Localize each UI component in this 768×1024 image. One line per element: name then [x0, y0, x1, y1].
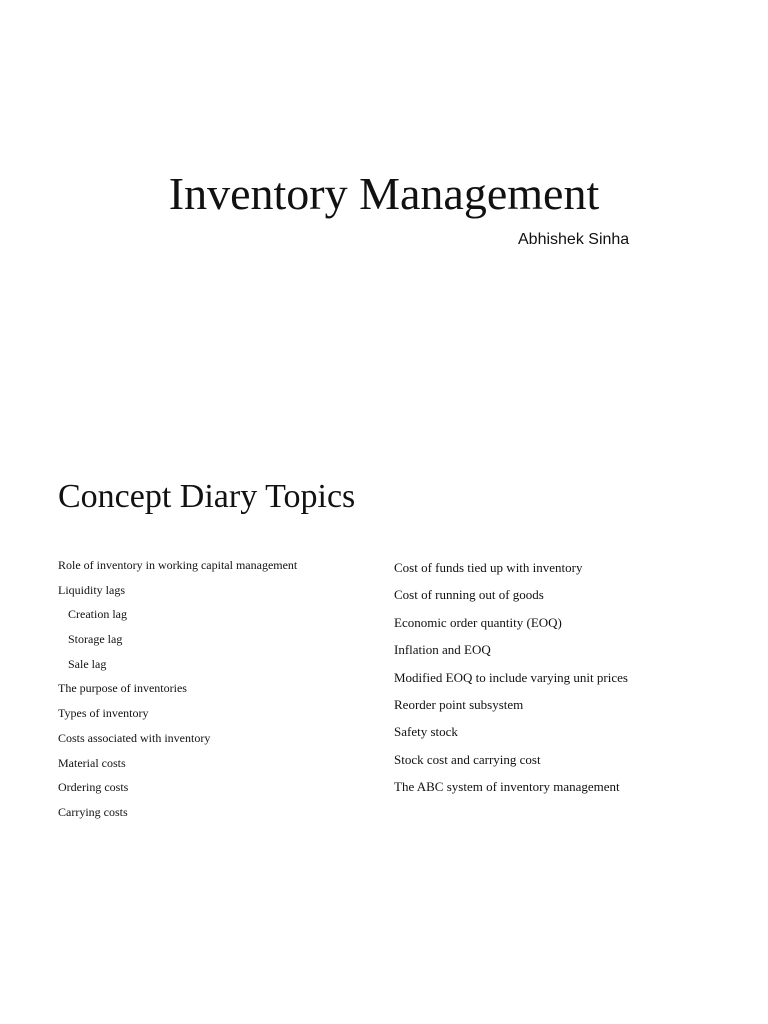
- list-item: Reorder point subsystem: [394, 696, 524, 712]
- author-name: Abhishek Sinha: [518, 231, 630, 248]
- list-item: The ABC system of inventory management: [394, 779, 620, 795]
- right-topic-list: [394, 559, 754, 806]
- list-item: Material costs: [58, 755, 126, 770]
- list-item: Storage lag: [68, 632, 123, 647]
- list-item: Creation lag: [68, 607, 127, 622]
- list-item: Carrying costs: [58, 804, 128, 819]
- list-item: Costs associated with inventory: [58, 730, 211, 745]
- list-item: Types of inventory: [58, 706, 149, 721]
- list-item: Sale lag: [68, 656, 107, 671]
- list-item: Modified EOQ to include varying unit prices: [394, 669, 628, 685]
- left-topic-list: [58, 557, 378, 829]
- list-item: Cost of running out of goods: [394, 587, 544, 603]
- concept-diary-heading: Concept Diary Topics: [58, 478, 356, 515]
- list-item: Inflation and EOQ: [394, 642, 491, 658]
- list-item: The purpose of inventories: [58, 681, 187, 696]
- list-item: Role of inventory in working capital management: [58, 558, 298, 572]
- list-item: Ordering costs: [58, 780, 129, 795]
- list-item: Cost of funds tied up with inventory: [394, 560, 583, 575]
- document-title: Inventory Management: [168, 168, 600, 219]
- list-item: Economic order quantity (EOQ): [394, 614, 562, 630]
- list-item: Stock cost and carrying cost: [394, 751, 541, 767]
- list-item: Liquidity lags: [58, 582, 125, 597]
- list-item: Safety stock: [394, 724, 458, 740]
